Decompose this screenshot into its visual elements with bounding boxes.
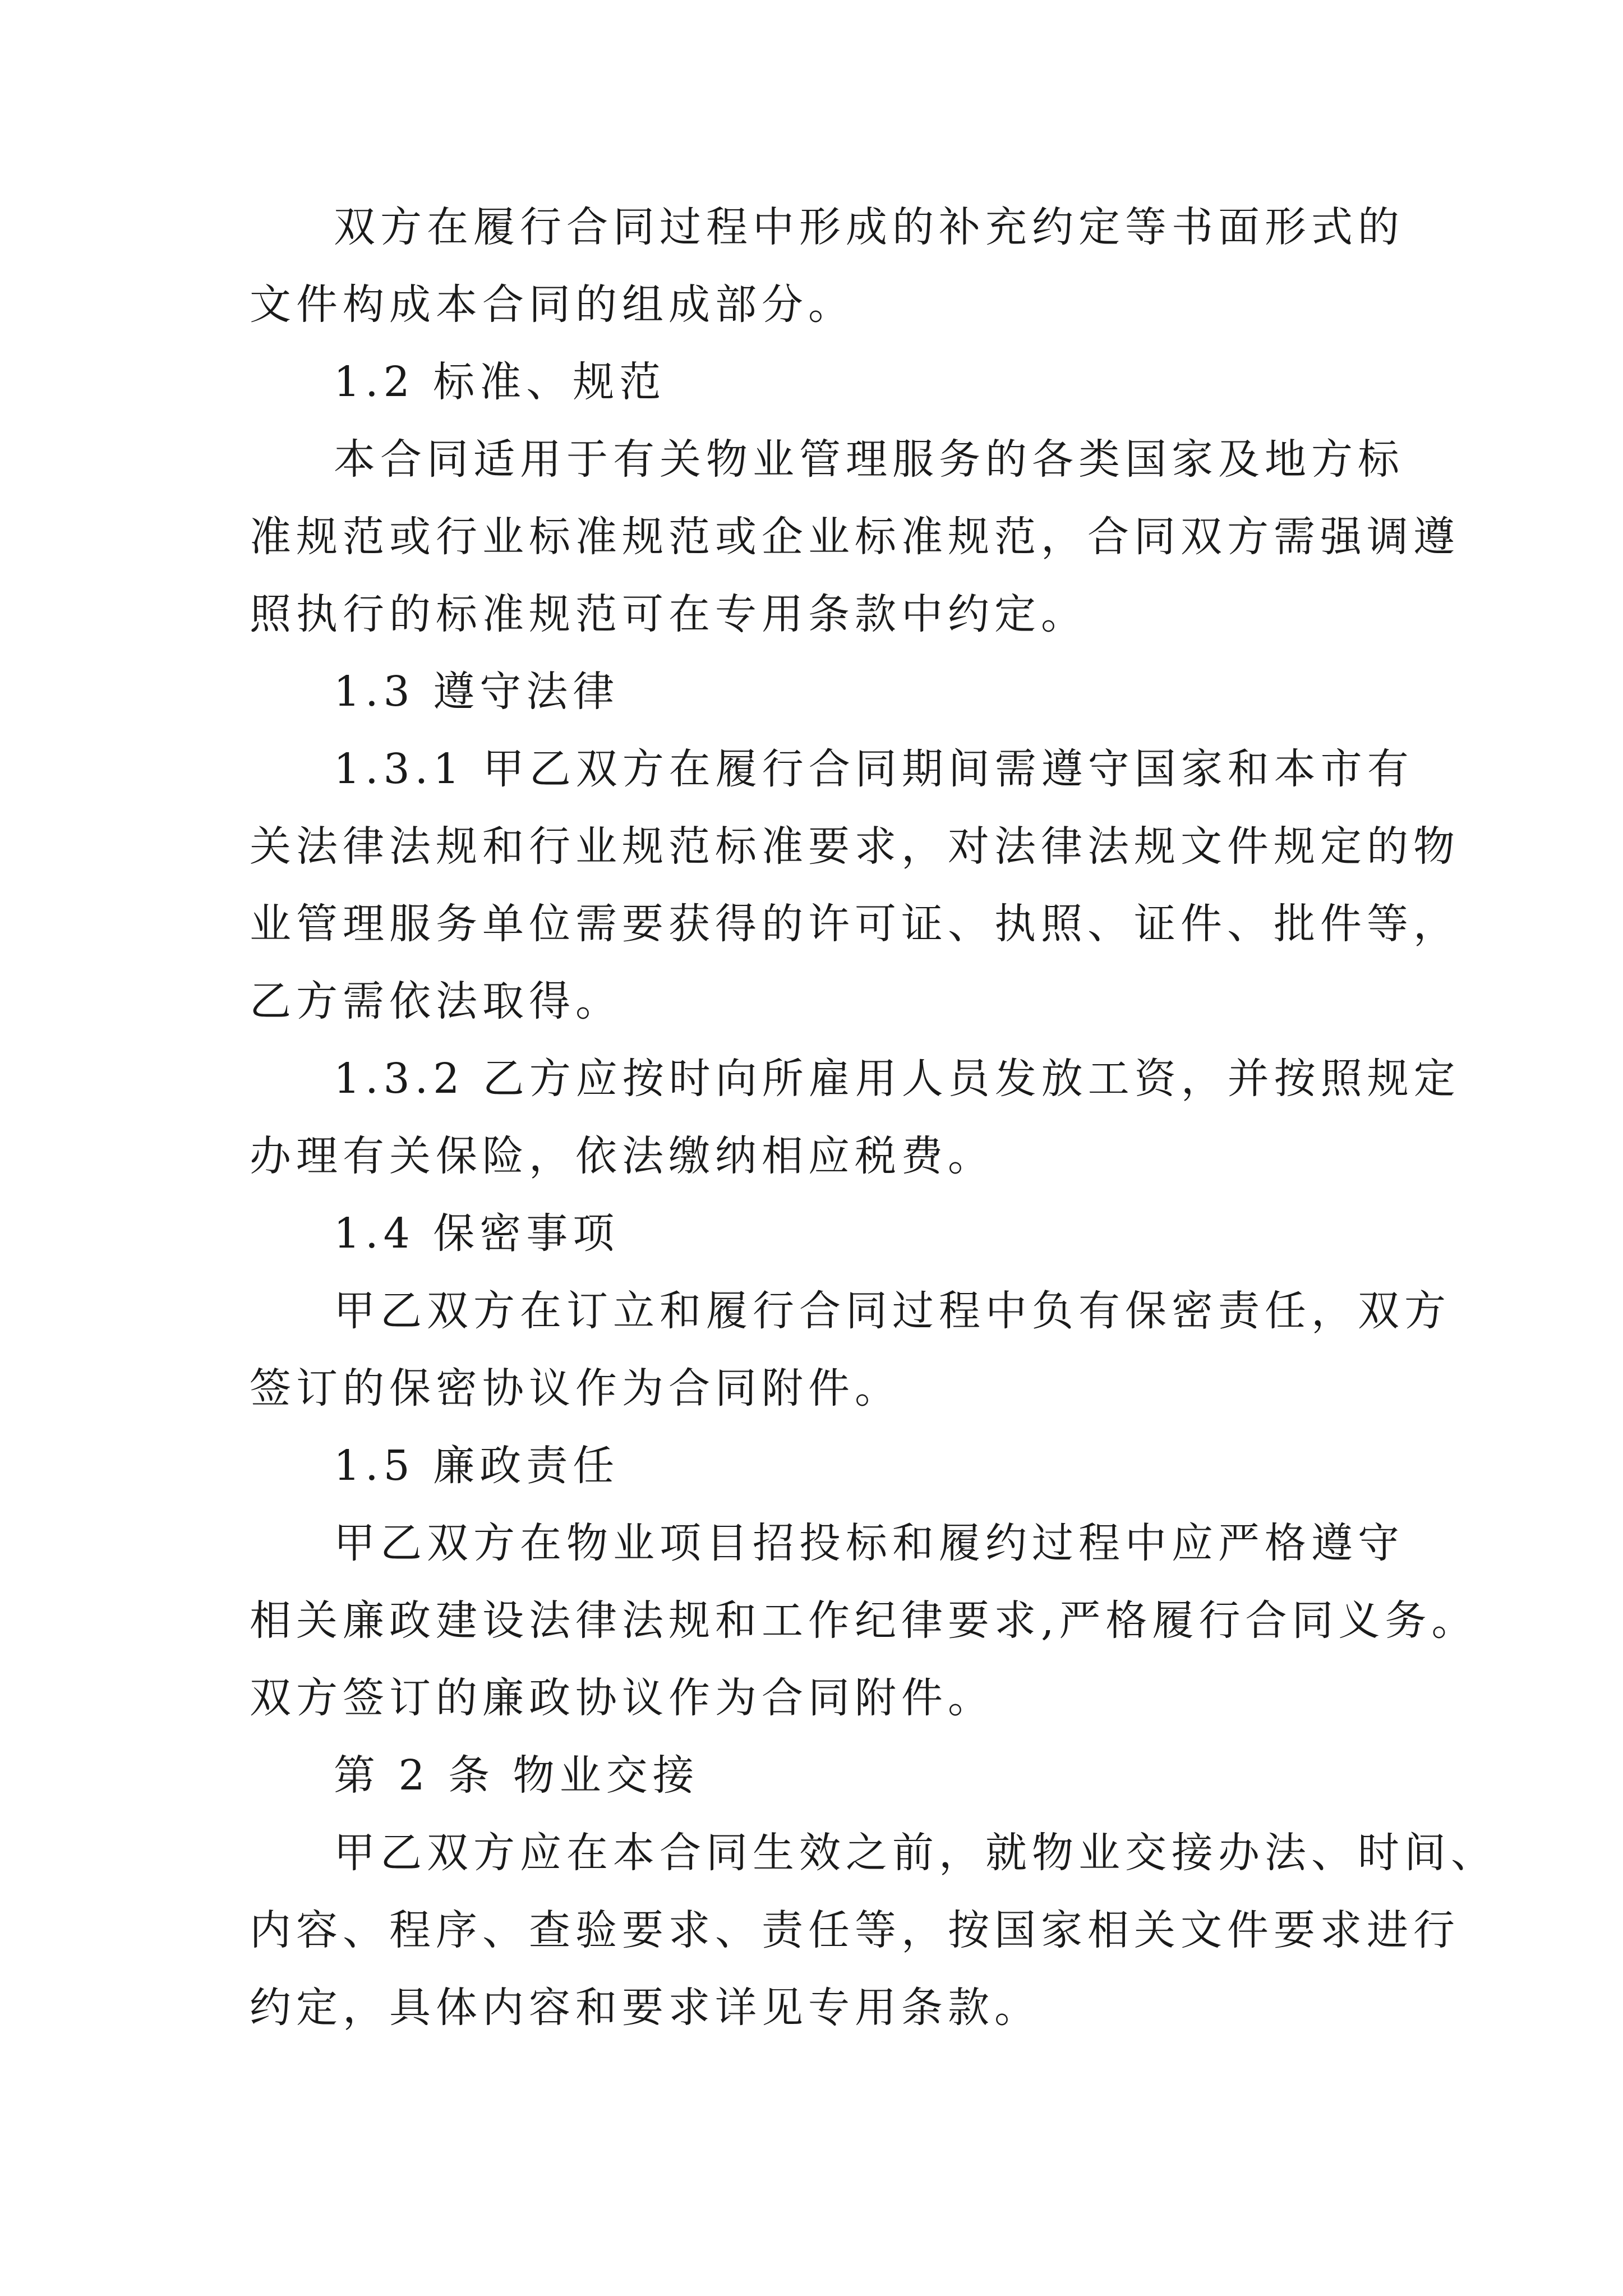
text-line: 乙方需依法取得。 [250, 977, 622, 1025]
text-line: 双方签订的廉政协议作为合同附件。 [250, 1674, 994, 1722]
text-line: 业管理服务单位需要获得的许可证、执照、证件、批件等， [250, 900, 1460, 948]
document-page [250, 199, 1497, 2057]
text-line: 1.3.2 乙方应按时向所雇用人员发放工资，并按照规定 [334, 1055, 1460, 1103]
text-line: 照执行的标准规范可在专用条款中约定。 [250, 590, 1087, 638]
text-line: 签订的保密协议作为合同附件。 [250, 1364, 901, 1412]
text-line: 甲乙双方在物业项目招投标和履约过程中应严格遵守 [334, 1519, 1404, 1567]
text-line: 甲乙双方在订立和履行合同过程中负有保密责任，双方 [334, 1287, 1451, 1335]
text-line: 文件构成本合同的组成部分。 [250, 280, 855, 329]
section-heading: 1.5 廉政责任 [334, 1442, 620, 1490]
text-line: 本合同适用于有关物业管理服务的各类国家及地方标 [334, 435, 1404, 484]
text-line: 双方在履行合同过程中形成的补充约定等书面形式的 [334, 203, 1404, 251]
text-line: 1.3.1 甲乙双方在履行合同期间需遵守国家和本市有 [334, 745, 1414, 793]
section-heading: 1.4 保密事项 [334, 1209, 620, 1258]
section-heading: 1.3 遵守法律 [334, 668, 620, 716]
text-line: 关法律法规和行业规范标准要求，对法律法规文件规定的物 [250, 822, 1460, 871]
text-line: 内容、程序、查验要求、责任等，按国家相关文件要求进行 [250, 1906, 1460, 1954]
text-line: 办理有关保险，依法缴纳相应税费。 [250, 1132, 994, 1180]
text-line: 准规范或行业标准规范或企业标准规范，合同双方需强调遵 [250, 513, 1460, 561]
section-heading: 1.2 标准、规范 [334, 358, 666, 406]
text-line: 约定，具体内容和要求详见专用条款。 [250, 1984, 1041, 2032]
text-line: 甲乙双方应在本合同生效之前，就物业交接办法、时间、 [334, 1829, 1497, 1877]
section-heading: 第 2 条 物业交接 [334, 1751, 699, 1800]
text-line: 相关廉政建设法律法规和工作纪律要求,严格履行合同义务。 [250, 1596, 1478, 1645]
